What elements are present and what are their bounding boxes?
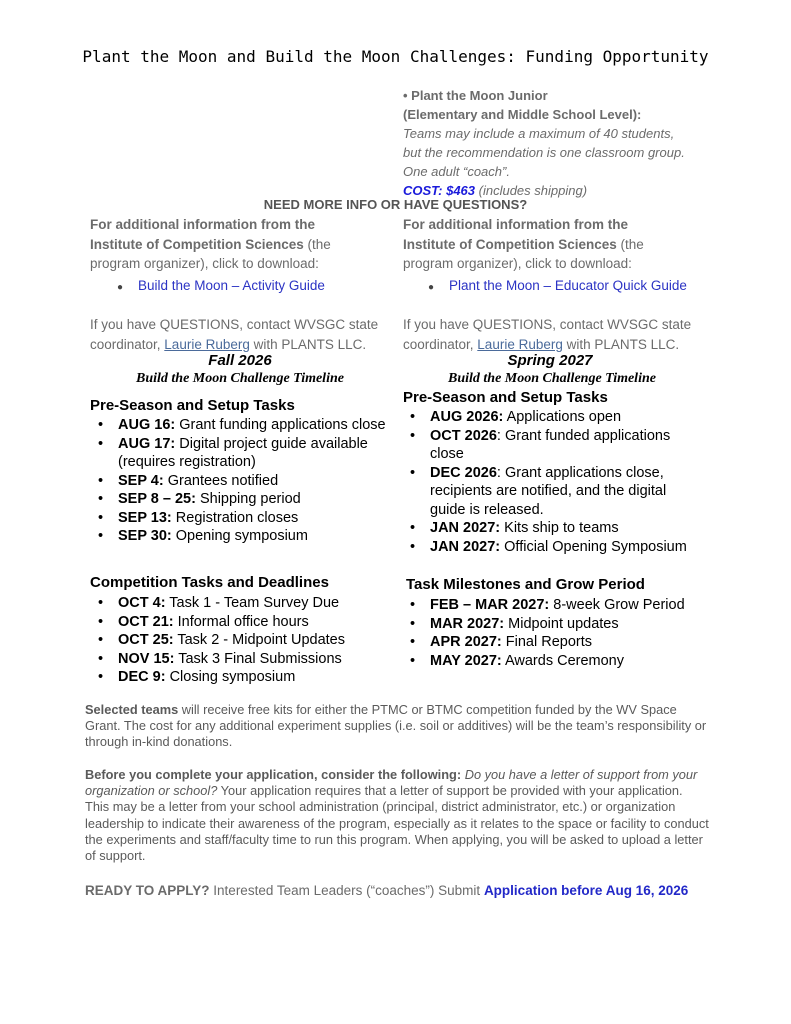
right-questions-pre: coordinator, [403,336,478,352]
right-timeline-title: Build the Moon Challenge Timeline [448,371,656,386]
left-info-rest-2: program organizer), click to download: [90,256,319,271]
selected-teams-paragraph [85,702,710,751]
list-item: • DEC 9: Closing symposium [92,668,392,687]
before-applying-text: Your application requires that a letter of support be provided with your application. This may be a letter from your school administration (principal, district administrator, etc.) or organization leadership to indicate their awareness of the program, especially as it relates to the space or facility to conduct the experiments and staff/faculty time to run this program. When applying, you will be asked to upload a letter of support. [85,783,709,864]
left-info-bold-1: For additional information from the [90,217,315,232]
plant-junior-block [403,86,733,200]
left-questions-post: with PLANTS LLC. [249,336,367,352]
ready-to-apply-bold: READY TO APPLY? [85,883,210,898]
list-item: • SEP 4: Grantees notified [92,472,392,491]
application-link[interactable]: Application before Aug 16, 2026 [483,883,689,898]
right-link-bullet: ● [428,282,435,293]
selected-teams-bold: Selected teams [85,702,179,717]
left-info-rest-1: (the [303,236,331,252]
right-questions [403,315,713,354]
right-questions-line-1: If you have QUESTIONS, contact WVSGC state [403,317,692,332]
before-applying-italic: Do you have a letter of support from your organization or school? [85,767,698,799]
plant-junior-cost: COST: $463 [403,183,476,198]
left-link-bullet: ● [117,282,124,293]
right-questions-post: with PLANTS LLC. [562,336,680,352]
ready-to-apply [85,883,688,898]
left-questions-pre: coordinator, [90,336,165,352]
ready-to-apply-text: Interested Team Leaders (“coaches”) Submit [209,883,484,898]
list-item: • AUG 2026: Applications open [404,408,704,427]
list-item: • AUG 17: Digital project guide available (requires registration) [92,435,392,472]
left-pre-season-list [92,416,392,546]
left-season: Fall 2026 [208,352,272,369]
list-item: • FEB – MAR 2027: 8-week Grow Period [404,596,704,615]
before-applying-bold: Before you complete your application, consider the following: [85,767,462,782]
list-item: • DEC 2026: Grant applications close, recipients are notified, and the digital guide is released. [404,464,704,520]
left-coordinator-link[interactable]: Laurie Ruberg [164,336,250,352]
list-item: • JAN 2027: Official Opening Symposium [404,538,704,557]
list-item: • JAN 2027: Kits ship to teams [404,519,704,538]
plant-junior-heading: • Plant the Moon Junior [403,88,548,103]
plant-junior-level: (Elementary and Middle School Level): [403,107,642,122]
selected-teams-text: will receive free kits for either the PTMC or BTMC competition funded by the WV Space Grant. The cost for any additional experiment supplies (i.e. soil or additives) will be the team’s responsibility or through in-kind donations. [85,702,707,750]
left-timeline-title: Build the Moon Challenge Timeline [136,371,344,386]
right-info-rest-1: (the [616,236,644,252]
plant-junior-desc-2: but the recommendation is one classroom group. [403,145,685,160]
left-info-bold-2: Institute of Competition Sciences [90,236,304,252]
left-info-text [90,215,390,274]
left-competition-list [92,594,392,687]
list-item: • AUG 16: Grant funding applications close [92,416,392,435]
left-pre-season-heading: Pre-Season and Setup Tasks [90,397,295,414]
list-item: • OCT 25: Task 2 - Midpoint Updates [92,631,392,650]
plant-junior-desc-3: One adult “coach”. [403,164,510,179]
right-pre-season-list [404,408,704,556]
before-applying-paragraph [85,767,710,864]
plant-junior-desc-1: Teams may include a maximum of 40 students, [403,126,675,141]
list-item: • MAY 2027: Awards Ceremony [404,652,704,671]
right-task-list [404,596,704,670]
list-item: • NOV 15: Task 3 Final Submissions [92,650,392,669]
educator-quick-guide-link[interactable]: Plant the Moon – Educator Quick Guide [449,278,687,293]
list-item: • SEP 13: Registration closes [92,509,392,528]
list-item: • SEP 8 – 25: Shipping period [92,490,392,509]
right-info-rest-2: program organizer), click to download: [403,256,632,271]
right-task-heading: Task Milestones and Grow Period [406,576,645,593]
right-info-text [403,215,703,274]
right-coordinator-link[interactable]: Laurie Ruberg [477,336,563,352]
page-title: Plant the Moon and Build the Moon Challenges: Funding Opportunity [82,47,709,66]
right-info-bold-1: For additional information from the [403,217,628,232]
list-item: • OCT 4: Task 1 - Team Survey Due [92,594,392,613]
list-item: • OCT 21: Informal office hours [92,613,392,632]
list-item: • OCT 2026: Grant funded applications close [404,427,704,464]
list-item: • SEP 30: Opening symposium [92,527,392,546]
list-item: • APR 2027: Final Reports [404,633,704,652]
need-more-info-heading: NEED MORE INFO OR HAVE QUESTIONS? [263,197,528,212]
right-pre-season-heading: Pre-Season and Setup Tasks [403,389,608,406]
left-competition-heading: Competition Tasks and Deadlines [90,574,329,591]
right-season: Spring 2027 [507,352,593,369]
left-questions-line-1: If you have QUESTIONS, contact WVSGC state [90,317,379,332]
left-questions [90,315,400,354]
plant-junior-cost-note: (includes shipping) [475,183,588,198]
right-info-bold-2: Institute of Competition Sciences [403,236,617,252]
activity-guide-link[interactable]: Build the Moon – Activity Guide [138,278,325,293]
list-item: • MAR 2027: Midpoint updates [404,615,704,634]
